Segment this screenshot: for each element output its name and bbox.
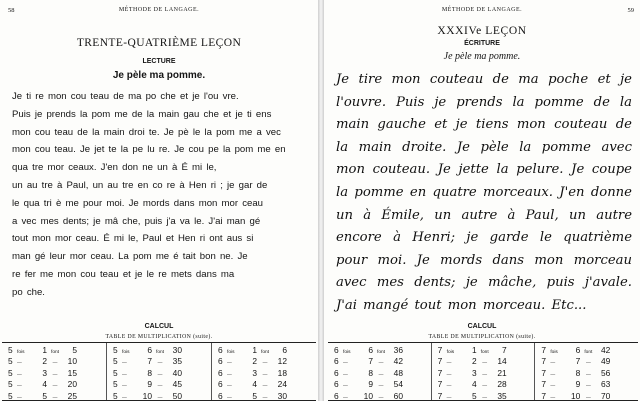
table-cell: —: [227, 372, 232, 378]
table-cell: —: [550, 384, 556, 390]
table-cell: —: [262, 372, 268, 378]
table-cell: 7: [147, 356, 152, 367]
writing-title: Je pèle ma pomme.: [443, 51, 521, 62]
table-cell: 6: [334, 367, 339, 378]
table-cell: 7: [437, 379, 443, 390]
table-cell: 3: [42, 367, 47, 378]
table-cell: —: [378, 372, 384, 378]
table-cell: —: [157, 384, 163, 390]
table-cell: 8: [575, 367, 581, 378]
table-cell: 7: [437, 390, 443, 401]
table-cell: 1: [472, 345, 477, 355]
handwritten-text: Je tire mon couteau de ma poche et je l'ouvre. Puis je prends la pomme de la main gauche et je tiens mon couteau de la main droite. Je pèle la pomme avec mon couteau. Je jette la pelure. Je coupe la pomme en quatre morceaux. J'en donne un à Émile, un autre à Paul, un autre encore à Henri; je garde le quatrième pour moi. Je mords dans mon morceau avec mes dents; je mâche, puis j'avale. J'ai mangé tout mon morceau. Etc...: [336, 72, 632, 313]
table-cell: —: [122, 361, 127, 367]
table-cell: —: [227, 395, 232, 401]
table-cell: font: [260, 350, 269, 355]
table-cell: 18: [277, 367, 287, 378]
left-page: [0, 0, 318, 401]
table-cell: 36: [393, 345, 403, 355]
reading-line: Puis je prends la pom me de la main gau che et je ti ens: [12, 108, 272, 120]
table-cell: 5: [113, 367, 118, 378]
table-column: [535, 343, 638, 400]
table-cell: 25: [67, 390, 77, 401]
table-cell: —: [52, 361, 58, 367]
right-multiplication-table: [328, 342, 638, 401]
table-cell: 21: [497, 367, 507, 378]
table-row: [438, 345, 532, 356]
table-cell: font: [480, 350, 489, 355]
table-cell: —: [482, 395, 488, 401]
table-cell: 5: [8, 345, 13, 355]
table-cell: 7: [575, 356, 581, 367]
table-cell: —: [585, 384, 591, 390]
table-row: [218, 379, 313, 390]
right-page: [324, 0, 640, 401]
table-cell: 6: [334, 345, 339, 355]
reading-line: re fer me mon cou teau et je le re mets dans ma: [12, 268, 235, 280]
reading-line: mon cou teau de la main droi te. Je pè le la pom me a vec: [12, 126, 281, 138]
table-cell: 7: [541, 367, 547, 378]
table-cell: —: [378, 384, 384, 390]
table-cell: 8: [368, 367, 373, 378]
table-cell: —: [446, 384, 452, 390]
table-cell: 5: [8, 379, 13, 390]
reading-line: mon cou teau. Je jet te la pe lu re. Je cou pe la pom me en: [12, 144, 286, 156]
table-cell: —: [343, 372, 348, 378]
table-cell: 5: [113, 345, 118, 355]
table-row: [541, 345, 635, 356]
table-cell: 7: [368, 356, 373, 367]
table-cell: 9: [575, 379, 581, 390]
table-cell: 6: [147, 345, 152, 355]
table-cell: 6: [575, 345, 581, 355]
right-running-header: MÉTHODE DE LANGAGE.: [441, 7, 523, 13]
table-cell: 10: [142, 390, 152, 401]
table-cell: 5: [42, 390, 47, 401]
table-cell: 7: [541, 379, 547, 390]
table-row: [218, 391, 313, 401]
table-cell: 56: [601, 367, 611, 378]
table-cell: 54: [393, 379, 403, 390]
table-cell: 2: [472, 356, 477, 367]
table-cell: —: [446, 372, 452, 378]
table-cell: 5: [113, 390, 118, 401]
table-cell: 5: [113, 356, 118, 367]
table-cell: 7: [502, 345, 507, 355]
table-cell: 20: [67, 379, 77, 390]
reading-text: [12, 88, 306, 302]
table-cell: 48: [393, 367, 403, 378]
table-cell: font: [584, 350, 593, 355]
table-cell: 3: [252, 367, 257, 378]
table-cell: 5: [113, 379, 118, 390]
left-lesson-title: TRENTE-QUATRIÈME LEÇON: [76, 37, 242, 49]
table-row: [113, 391, 208, 401]
table-cell: 5: [8, 367, 13, 378]
table-row: [334, 345, 428, 356]
table-row: [541, 356, 635, 367]
right-lesson-title: XXXIVe LEÇON: [437, 25, 527, 37]
table-cell: —: [482, 384, 488, 390]
table-cell: 4: [252, 379, 257, 390]
table-cell: —: [122, 384, 127, 390]
table-cell: 49: [601, 356, 611, 367]
right-table-title: TABLE DE MULTIPLICATION (suite).: [428, 334, 536, 340]
table-cell: —: [262, 361, 268, 367]
table-cell: 10: [67, 356, 77, 367]
table-cell: 8: [147, 367, 152, 378]
table-column: [2, 343, 107, 400]
table-cell: 1: [42, 345, 47, 355]
left-page-number: 58: [8, 7, 15, 14]
table-cell: —: [262, 384, 268, 390]
table-row: [113, 345, 208, 356]
table-column: [107, 343, 212, 400]
table-cell: 6: [334, 356, 339, 367]
table-row: [8, 391, 103, 401]
table-cell: —: [52, 384, 58, 390]
table-cell: 24: [277, 379, 287, 390]
table-cell: 4: [42, 379, 47, 390]
table-cell: 60: [393, 390, 403, 401]
table-cell: —: [482, 372, 488, 378]
table-row: [438, 356, 532, 367]
table-row: [113, 368, 208, 379]
table-cell: 3: [472, 367, 477, 378]
table-cell: 5: [72, 345, 77, 355]
table-cell: 6: [334, 379, 339, 390]
table-row: [8, 379, 103, 390]
table-cell: 6: [218, 390, 223, 401]
table-cell: 14: [497, 356, 507, 367]
table-cell: 10: [363, 390, 373, 401]
table-cell: 6: [282, 345, 287, 355]
table-cell: —: [122, 395, 127, 401]
table-cell: fois: [343, 350, 351, 355]
table-cell: fois: [446, 350, 455, 355]
reading-line: tout mon mor ceau. É mi le, Paul et Hen ri ont aus si: [12, 233, 254, 245]
table-row: [8, 356, 103, 367]
table-cell: 5: [472, 390, 477, 401]
table-cell: —: [262, 395, 268, 401]
table-cell: 70: [601, 390, 611, 401]
table-cell: 6: [218, 379, 223, 390]
table-row: [541, 379, 635, 390]
table-cell: —: [550, 372, 556, 378]
table-row: [438, 368, 532, 379]
table-column: [328, 343, 432, 400]
table-cell: fois: [227, 350, 235, 355]
table-cell: 10: [571, 390, 581, 401]
table-row: [438, 379, 532, 390]
table-cell: 2: [252, 356, 257, 367]
table-cell: —: [157, 372, 163, 378]
table-cell: —: [550, 395, 556, 401]
table-cell: —: [585, 372, 591, 378]
table-row: [334, 368, 428, 379]
table-cell: fois: [17, 350, 25, 355]
reading-line: le qua tri è me pour moi. Je mords dans mon mor ceau: [12, 197, 264, 209]
table-cell: —: [227, 384, 232, 390]
table-cell: 42: [601, 345, 611, 355]
table-cell: 35: [497, 390, 507, 401]
table-cell: —: [157, 361, 163, 367]
table-row: [334, 379, 428, 390]
table-column: [212, 343, 316, 400]
table-cell: fois: [122, 350, 130, 355]
table-cell: —: [17, 395, 22, 401]
reading-line: qua tre mor ceaux. J'en don ne un à É mi le,: [12, 162, 217, 174]
table-cell: 40: [172, 367, 182, 378]
table-cell: 15: [67, 367, 77, 378]
table-cell: font: [376, 350, 385, 355]
table-cell: —: [550, 361, 556, 367]
table-cell: 12: [277, 356, 287, 367]
table-cell: 30: [277, 390, 287, 401]
table-cell: 7: [437, 345, 443, 355]
table-cell: 7: [541, 345, 547, 355]
table-cell: —: [585, 395, 591, 401]
table-row: [218, 356, 313, 367]
table-cell: —: [343, 384, 348, 390]
table-cell: —: [17, 384, 22, 390]
table-cell: —: [446, 395, 452, 401]
table-cell: 30: [172, 345, 182, 355]
table-cell: —: [343, 395, 348, 401]
table-cell: 28: [497, 379, 507, 390]
right-page-number: 59: [627, 7, 634, 14]
table-row: [334, 391, 428, 401]
table-row: [8, 345, 103, 356]
table-cell: 5: [252, 390, 257, 401]
reading-line: Je ti re mon cou teau de ma po che et je l'ou vre.: [12, 91, 239, 102]
table-cell: font: [50, 350, 59, 355]
table-cell: 7: [437, 356, 443, 367]
table-cell: 9: [147, 379, 152, 390]
table-cell: 1: [252, 345, 257, 355]
table-cell: —: [52, 395, 58, 401]
table-cell: —: [343, 361, 348, 367]
table-cell: 5: [8, 356, 13, 367]
table-row: [541, 391, 635, 401]
table-row: [113, 379, 208, 390]
left-running-header: MÉTHODE DE LANGAGE.: [118, 7, 200, 13]
table-cell: 50: [172, 390, 182, 401]
reading-title: Je pèle ma pomme.: [112, 70, 206, 81]
left-multiplication-table: [2, 342, 316, 401]
table-cell: 2: [42, 356, 47, 367]
table-cell: 7: [437, 367, 443, 378]
table-row: [541, 368, 635, 379]
table-row: [113, 356, 208, 367]
table-row: [218, 368, 313, 379]
lecture-label: LECTURE: [142, 58, 176, 65]
table-cell: —: [122, 372, 127, 378]
reading-line: un au tre à Paul, un au tre en co re à Hen ri ; je gar de: [12, 179, 268, 191]
ecriture-label: ÉCRITURE: [464, 40, 500, 47]
table-cell: 7: [541, 390, 547, 401]
left-table-title: TABLE DE MULTIPLICATION (suite).: [105, 334, 213, 340]
table-cell: —: [17, 361, 22, 367]
left-calcul-label: CALCUL: [144, 323, 174, 330]
table-row: [218, 345, 313, 356]
table-cell: —: [157, 395, 163, 401]
table-cell: 9: [368, 379, 373, 390]
table-cell: 6: [218, 356, 223, 367]
table-cell: —: [378, 361, 384, 367]
table-cell: 7: [541, 356, 547, 367]
table-row: [334, 356, 428, 367]
table-cell: font: [155, 350, 164, 355]
table-cell: —: [585, 361, 591, 367]
table-column: [432, 343, 536, 400]
table-cell: 5: [8, 390, 13, 401]
table-cell: 6: [334, 390, 339, 401]
table-cell: 42: [393, 356, 403, 367]
table-cell: 63: [601, 379, 611, 390]
right-calcul-label: CALCUL: [467, 323, 497, 330]
reading-line: man gé leur mor ceau. La pom me é tait bon ne. Je: [12, 251, 248, 263]
table-cell: fois: [550, 350, 558, 355]
table-cell: 35: [172, 356, 182, 367]
table-cell: 6: [218, 367, 223, 378]
table-cell: —: [378, 395, 384, 401]
reading-line: a vec mes dents; je mâ che, puis j'a va le. J'ai man gé: [12, 215, 261, 227]
table-cell: —: [52, 372, 58, 378]
table-cell: —: [446, 361, 452, 367]
table-cell: 6: [218, 345, 223, 355]
table-cell: 45: [172, 379, 182, 390]
table-cell: —: [227, 361, 232, 367]
table-cell: —: [482, 361, 488, 367]
table-row: [8, 368, 103, 379]
reading-line: po che.: [12, 286, 45, 298]
table-cell: —: [17, 372, 22, 378]
table-cell: 6: [368, 345, 373, 355]
table-row: [438, 391, 532, 401]
table-cell: 4: [472, 379, 477, 390]
